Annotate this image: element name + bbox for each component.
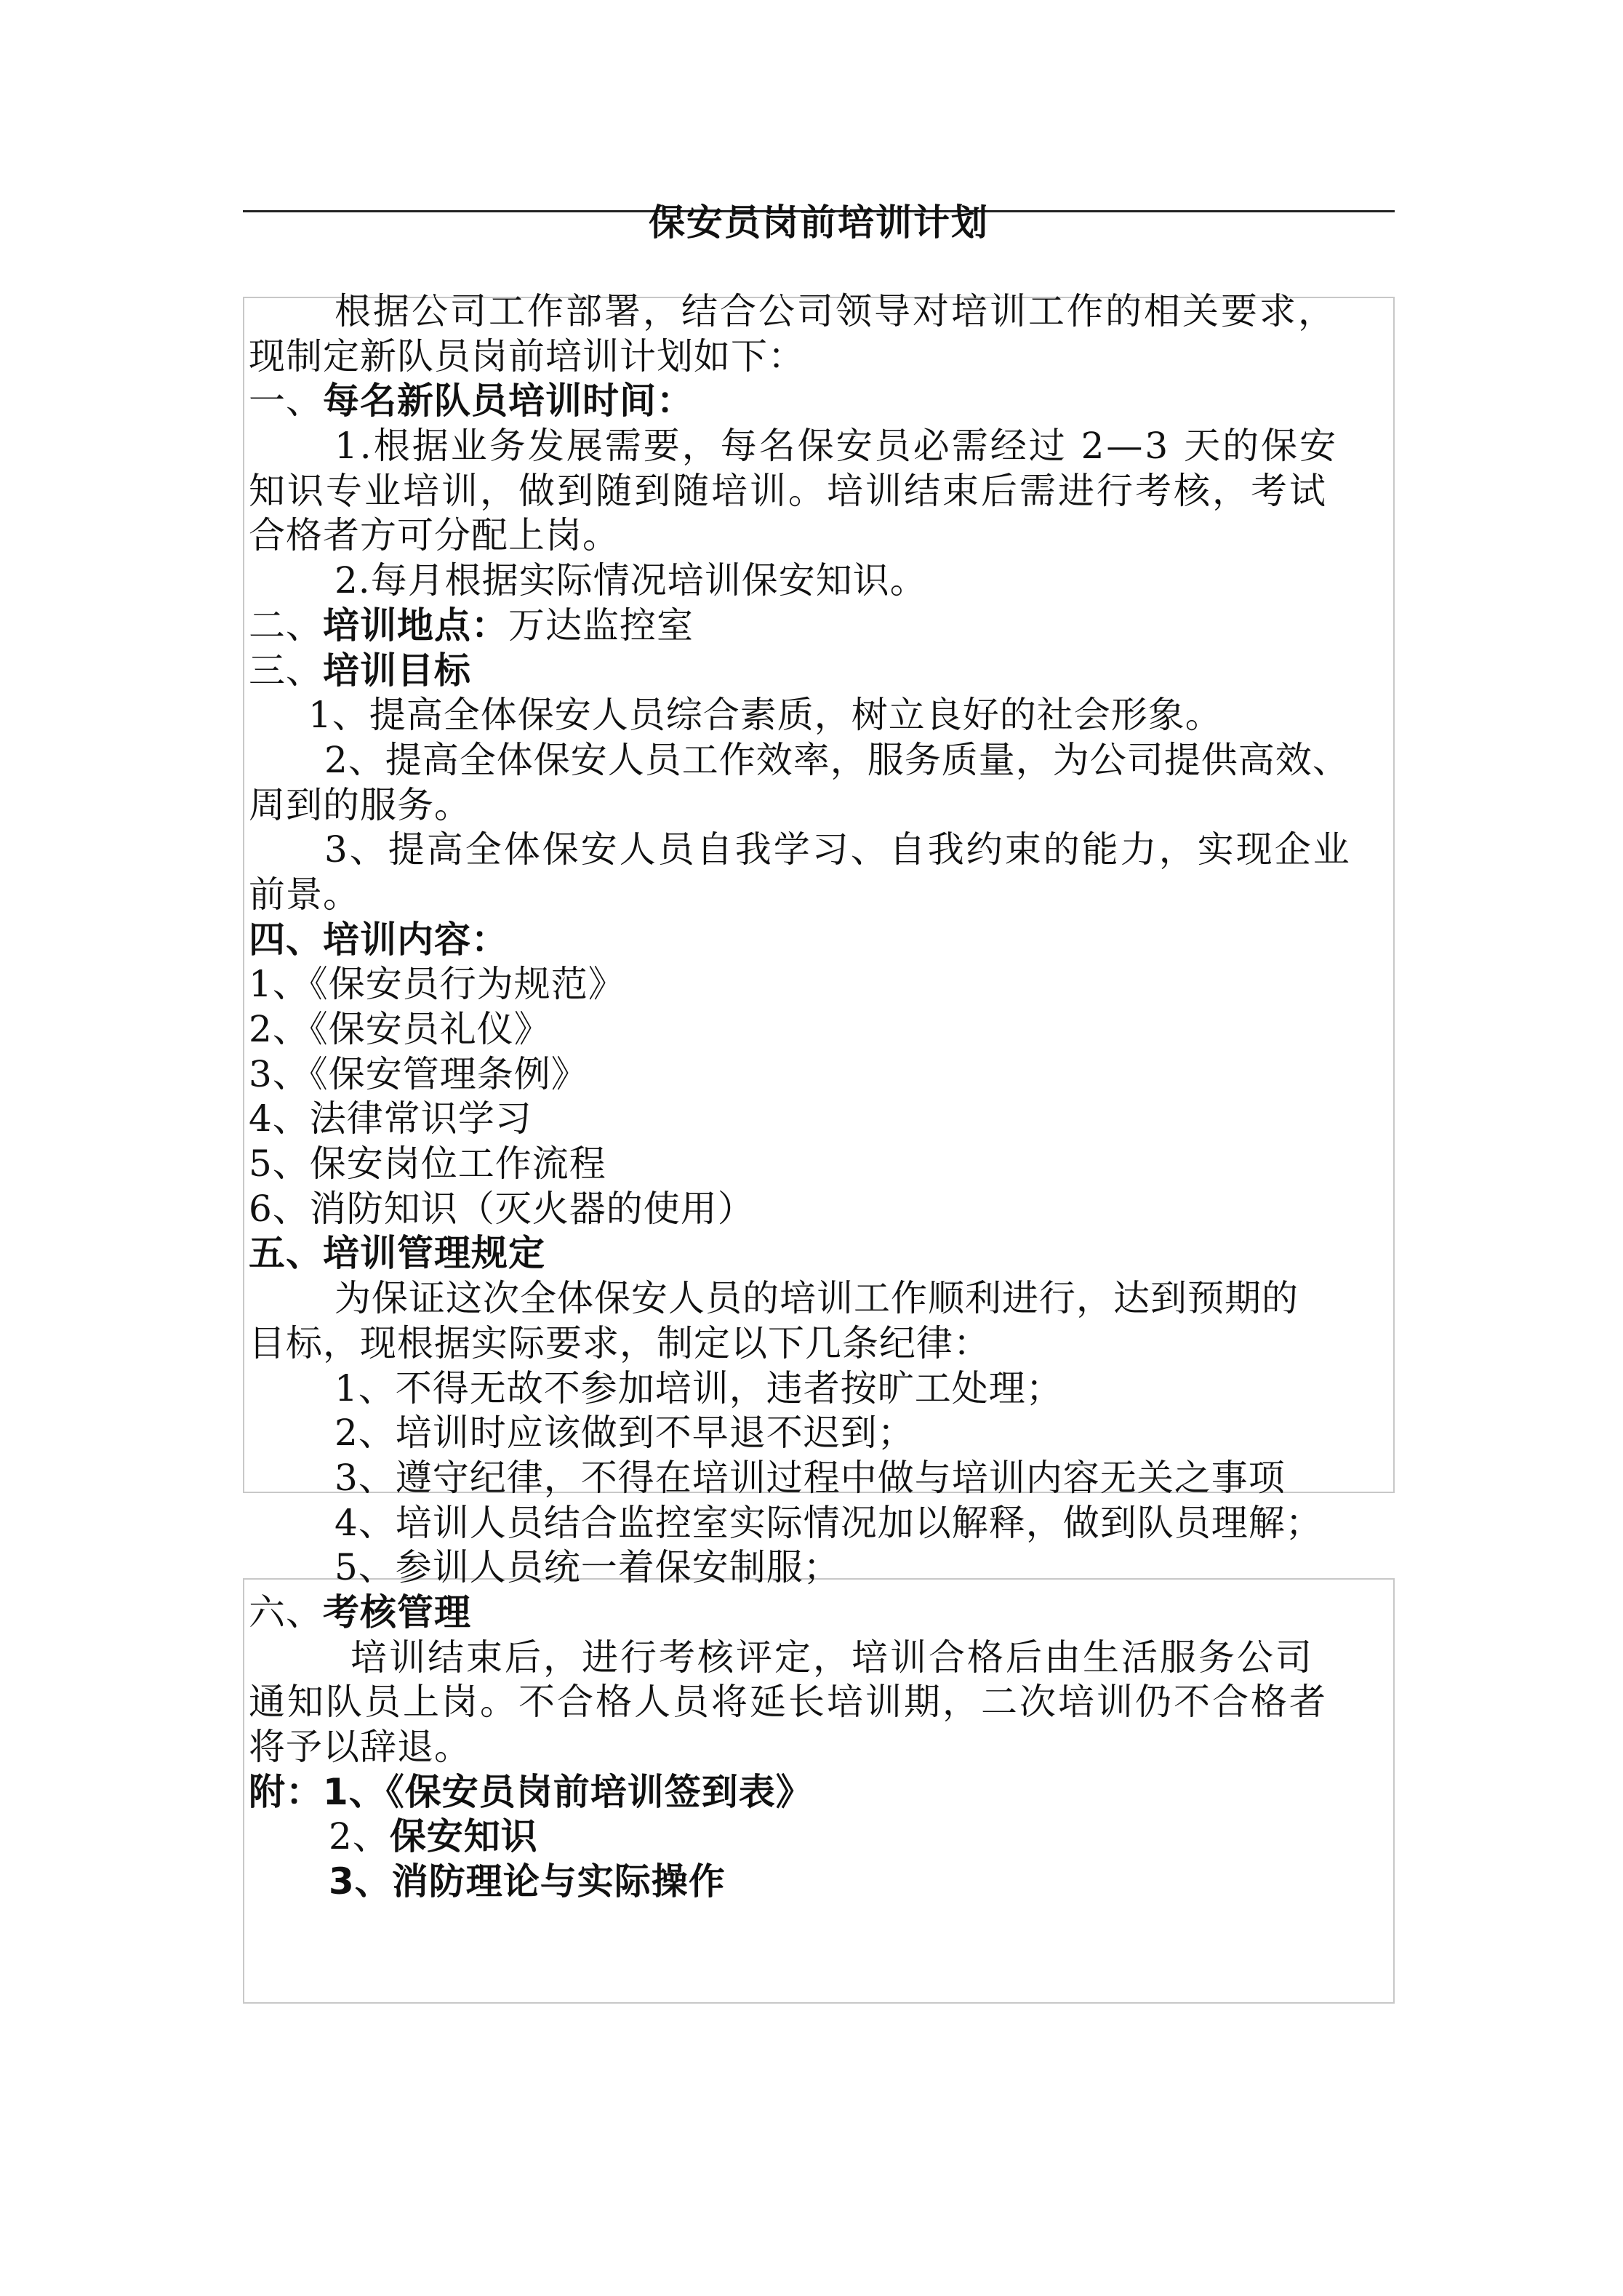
section-5-rule-3: 3、遵守纪律，不得在培训过程中做与培训内容无关之事项	[334, 1456, 1286, 1499]
appendix-item-1: 附：1、《保安员岗前培训签到表》	[249, 1770, 813, 1813]
section-5-heading: 五、培训管理规定	[249, 1232, 545, 1275]
intro-line-2: 现制定新队员岗前培训计划如下：	[249, 335, 805, 377]
section-1-item-1-line-2: 知识专业培训，做到随到随培训。培训结束后需进行考核，考试	[249, 469, 1328, 512]
section-5-rule-5: 5、参训人员统一着保安制服；	[334, 1546, 841, 1589]
section-1-heading	[249, 379, 1405, 424]
section-5-intro-line-1: 为保证这次全体保安人员的培训工作顺利进行，达到预期的	[334, 1277, 1299, 1320]
section-6-number: 六、	[249, 1591, 323, 1633]
section-3-item-2-line-2: 周到的服务。	[249, 783, 471, 826]
section-3-title: 培训目标	[323, 649, 471, 692]
section-2-value: 万达监控室	[508, 604, 694, 647]
intro-line-1: 根据公司工作部署，结合公司领导对培训工作的相关要求，	[334, 290, 1337, 332]
section-3-item-2-line-1: 2、提高全体保安人员工作效率，服务质量，为公司提供高效、	[324, 738, 1350, 781]
section-4-item-6: 6、消防知识（灭火器的使用）	[249, 1187, 755, 1230]
section-2-heading	[249, 604, 1405, 649]
section-5-rule-4: 4、培训人员结合监控室实际情况加以解释，做到队员理解；	[334, 1501, 1323, 1544]
section-2-number: 二、	[249, 604, 323, 647]
section-6-line-3: 将予以辞退。	[249, 1726, 471, 1768]
section-4-heading: 四、培训内容：	[249, 918, 508, 961]
appendix-item-2-title: 保安知识	[389, 1815, 538, 1858]
section-6-line-2: 通知队员上岗。不合格人员将延长培训期，二次培训仍不合格者	[249, 1681, 1328, 1724]
section-1-item-1-line-1: 1.根据业务发展需要，每名保安员必需经过 2—3 天的保安	[334, 425, 1339, 468]
section-5-intro-line-2: 目标，现根据实际要求，制定以下几条纪律：	[249, 1321, 990, 1364]
appendix-item-2	[249, 1815, 1405, 1860]
section-3-heading	[249, 649, 1405, 694]
document-body	[249, 289, 1405, 1905]
document-title: 保安员岗前培训计划	[649, 201, 989, 244]
section-2-title: 培训地点：	[323, 604, 508, 647]
section-6-title: 考核管理	[323, 1591, 471, 1633]
section-5-rule-2: 2、培训时应该做到不早退不迟到；	[334, 1412, 915, 1455]
section-4-item-3: 3、《保安管理条例》	[249, 1052, 588, 1095]
section-4-item-4: 4、法律常识学习	[249, 1097, 532, 1140]
section-3-number: 三、	[249, 649, 323, 692]
section-4-item-1: 1、《保安员行为规范》	[249, 963, 625, 1006]
section-3-item-3-line-1: 3、提高全体保安人员自我学习、自我约束的能力，实现企业	[324, 828, 1352, 871]
section-4-item-2: 2、《保安员礼仪》	[249, 1008, 551, 1050]
section-6-heading	[249, 1591, 1405, 1636]
appendix-item-2-number: 2、	[329, 1815, 390, 1858]
section-3-item-1: 1、提高全体保安人员综合素质，树立良好的社会形象。	[308, 694, 1222, 737]
section-1-number: 一、	[249, 380, 323, 423]
section-4-item-5: 5、保安岗位工作流程	[249, 1143, 606, 1185]
appendix-item-3: 3、消防理论与实际操作	[329, 1860, 726, 1903]
section-3-item-3-line-2: 前景。	[249, 873, 360, 916]
section-1-item-1-line-3: 合格者方可分配上岗。	[249, 514, 620, 557]
section-6-line-1: 培训结束后，进行考核评定，培训合格后由生活服务公司	[350, 1636, 1314, 1679]
section-1-title: 每名新队员培训时间：	[323, 380, 694, 423]
section-1-item-2: 2.每月根据实际情况培训保安知识。	[334, 559, 927, 602]
section-5-rule-1: 1、不得无故不参加培训，违者按旷工处理；	[334, 1367, 1063, 1409]
